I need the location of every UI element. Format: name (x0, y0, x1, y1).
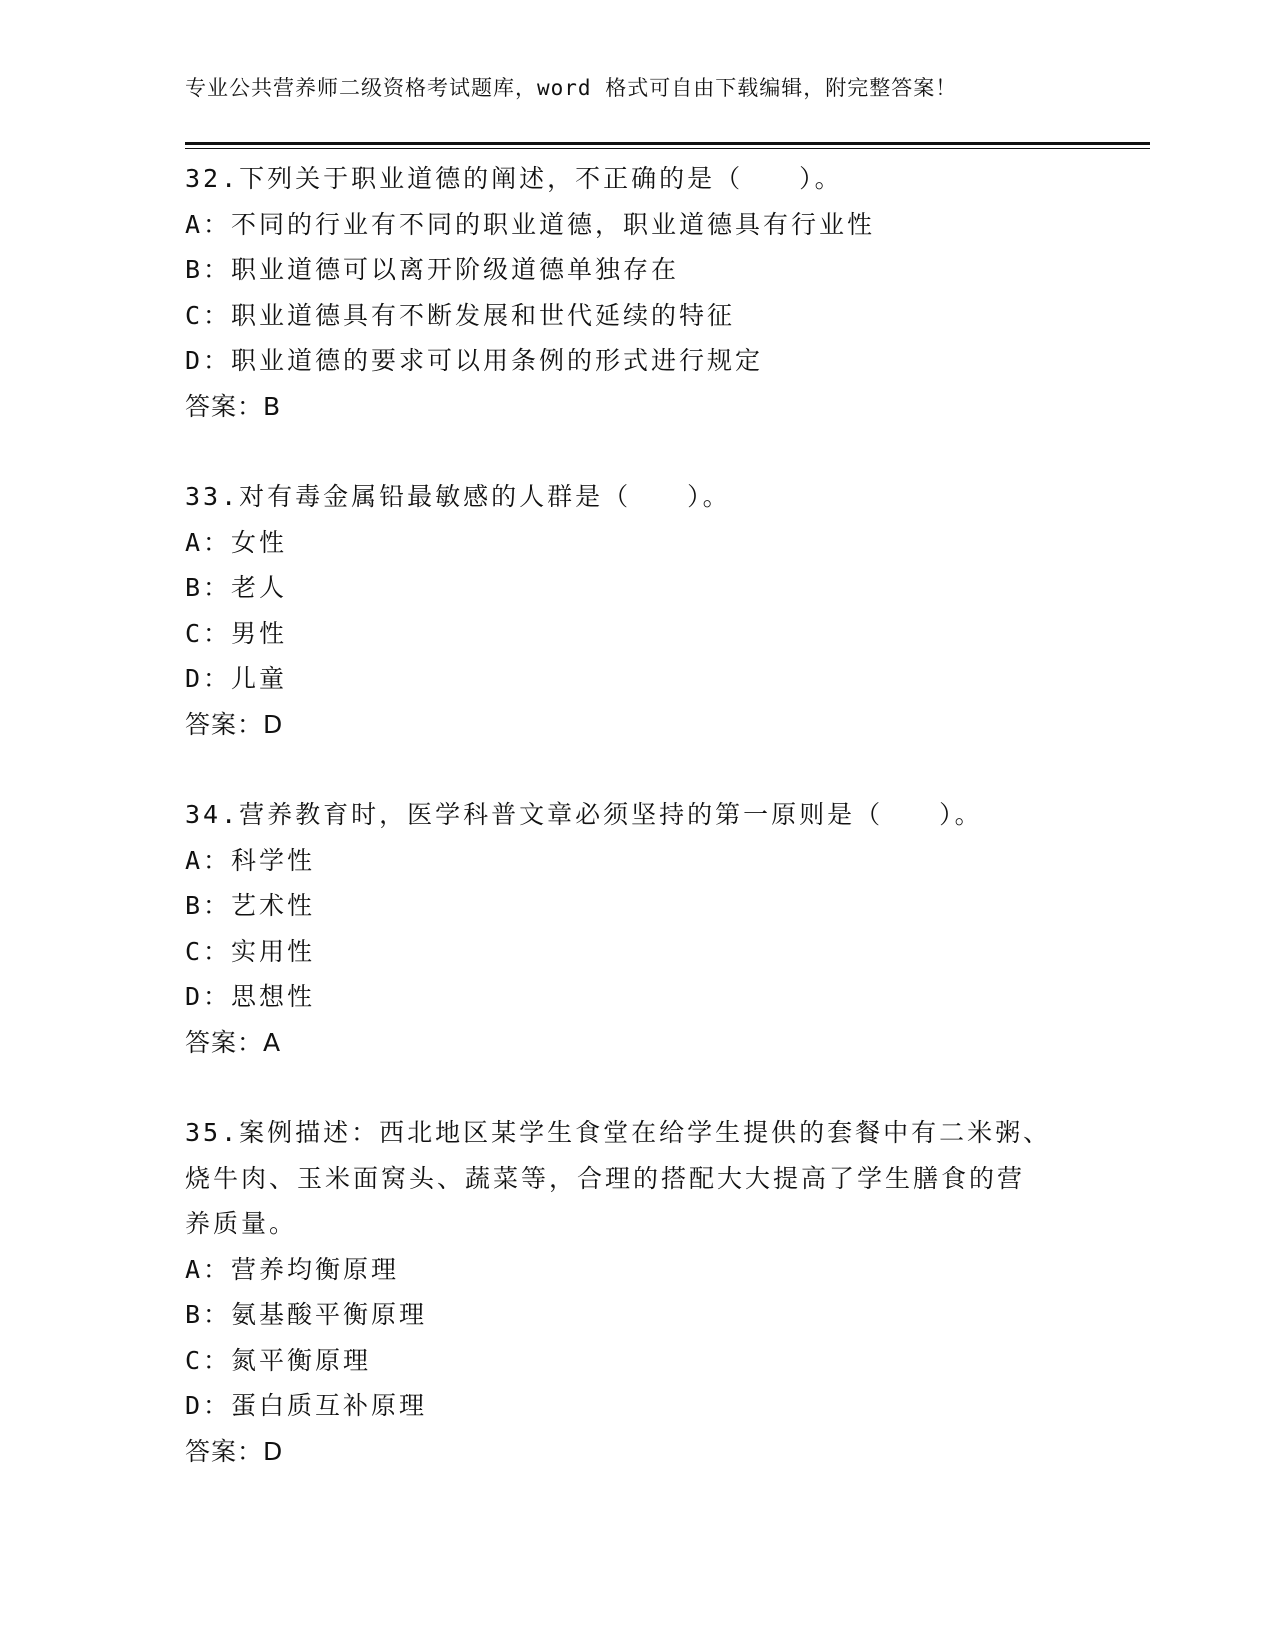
option-d: D：儿童 (185, 664, 288, 693)
question-34 (185, 792, 1085, 1065)
answer-label: 答案：B (185, 391, 282, 421)
question-stem: 32.下列关于职业道德的阐述，不正确的是（ ）。 (185, 164, 843, 193)
option-a: A：不同的行业有不同的职业道德，职业道德具有行业性 (185, 209, 876, 239)
option-c: C：实用性 (185, 936, 316, 966)
question-list (185, 156, 1085, 1519)
question-stem-line-2: 烧牛肉、玉米面窝头、蔬菜等，合理的搭配大大提高了学生膳食的营 (185, 1163, 1026, 1193)
header-rule-thick (185, 142, 1150, 145)
option-d: D：蛋白质互补原理 (185, 1391, 428, 1420)
option-b: B：职业道德可以离开阶级道德单独存在 (185, 255, 680, 284)
question-stem: 34.营养教育时，医学科普文章必须坚持的第一原则是（ ）。 (185, 800, 983, 829)
option-c: C：职业道德具有不断发展和世代延续的特征 (185, 300, 736, 330)
answer-label: 答案：D (185, 1436, 284, 1466)
question-stem: 33.对有毒金属铅最敏感的人群是（ ）。 (185, 482, 731, 511)
option-d: D：职业道德的要求可以用条例的形式进行规定 (185, 346, 764, 375)
option-a: A：科学性 (185, 845, 316, 875)
question-35 (185, 1110, 1085, 1474)
answer-label: 答案：A (185, 1027, 282, 1057)
answer-label: 答案：D (185, 709, 284, 739)
question-32 (185, 156, 1085, 429)
header-rule-thin (185, 148, 1150, 149)
question-stem-line-3: 养质量。 (185, 1209, 298, 1238)
question-33 (185, 474, 1085, 747)
option-b: B：氨基酸平衡原理 (185, 1300, 428, 1329)
question-stem-line-1: 35.案例描述：西北地区某学生食堂在给学生提供的套餐中有二米粥、 (185, 1118, 1052, 1147)
option-a: A：女性 (185, 527, 288, 557)
option-b: B：老人 (185, 573, 288, 602)
option-b: B：艺术性 (185, 891, 316, 920)
option-c: C：氮平衡原理 (185, 1345, 372, 1375)
option-d: D：思想性 (185, 982, 316, 1011)
option-c: C：男性 (185, 618, 288, 648)
header-note: 专业公共营养师二级资格考试题库，word 格式可自由下载编辑，附完整答案！ (185, 76, 958, 100)
option-a: A：营养均衡原理 (185, 1254, 400, 1284)
